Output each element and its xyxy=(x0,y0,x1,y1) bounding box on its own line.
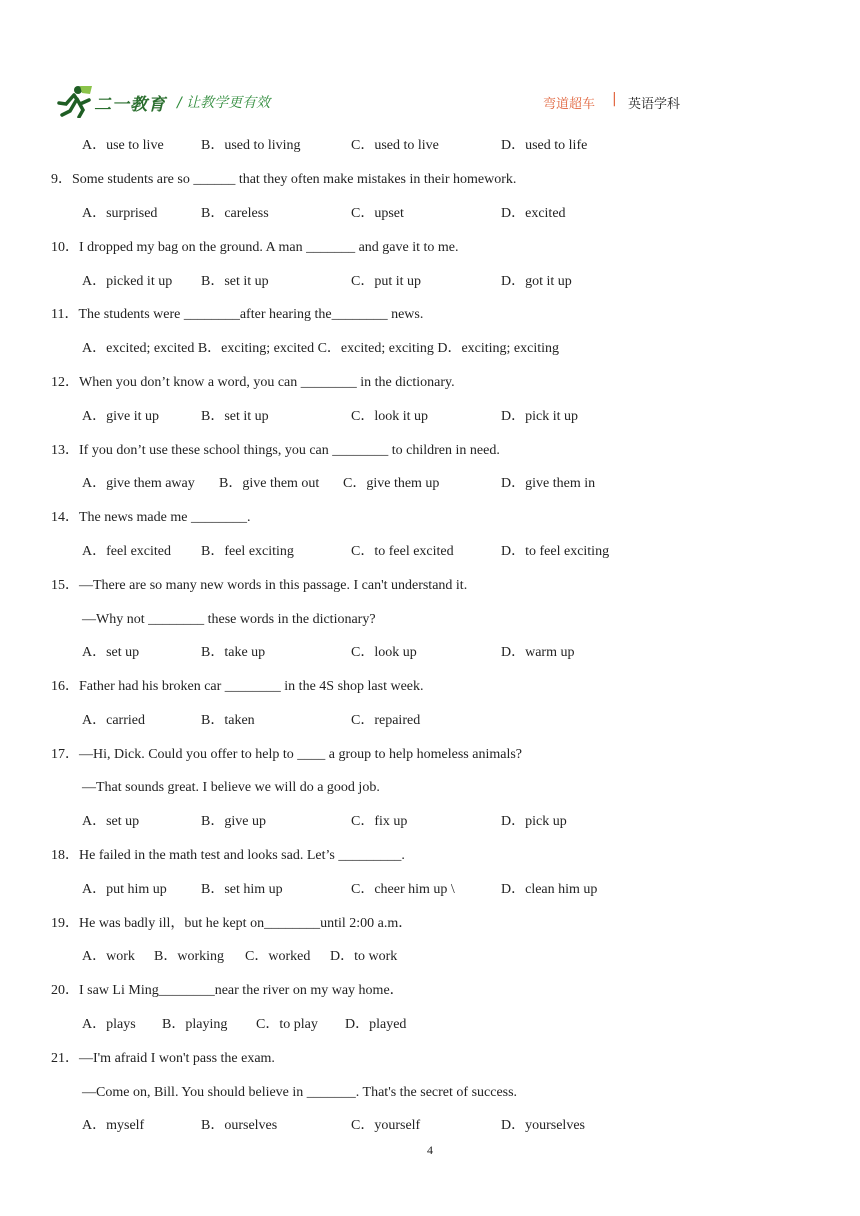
option: A．put him up xyxy=(82,882,167,897)
question-stem: 20．I saw Li Ming________near the river on my way home． xyxy=(51,983,404,998)
option: D．played xyxy=(345,1017,407,1032)
logo-text: 二一教育 xyxy=(94,95,166,115)
option: D．pick it up xyxy=(501,409,578,424)
option: D．got it up xyxy=(501,274,572,289)
option: A．use to live xyxy=(82,138,164,153)
question-stem: 9．Some students are so ______ that they often make mistakes in their homework. xyxy=(51,172,517,187)
option: D．used to life xyxy=(501,138,588,153)
option: A．carried xyxy=(82,713,145,728)
option: C．used to live xyxy=(351,138,439,153)
option: B．taken xyxy=(201,713,255,728)
subject-label: 英语学科 xyxy=(628,97,681,112)
logo xyxy=(56,84,176,118)
question-stem: 12．When you don’t know a word, you can ________ in the dictionary. xyxy=(51,375,455,390)
option: A．myself xyxy=(82,1118,145,1133)
question-subline: —Come on, Bill. You should believe in _______. That's the secret of success. xyxy=(82,1085,518,1100)
option: D．pick up xyxy=(501,814,567,829)
option: D．to work xyxy=(330,949,398,964)
option: B．set it up xyxy=(201,409,269,424)
question-stem: 18．He failed in the math test and looks sad. Let’s _________. xyxy=(51,848,405,863)
option: D．give them in xyxy=(501,476,596,491)
option: B．ourselves xyxy=(201,1118,278,1133)
page-number: 4 xyxy=(427,1143,433,1157)
header-separator: | xyxy=(612,91,617,107)
option: C．yourself xyxy=(351,1118,421,1133)
question-subline: —That sounds great. I believe we will do a good job. xyxy=(82,780,380,795)
page-header xyxy=(0,84,860,120)
question-stem: 21．—I'm afraid I won't pass the exam. xyxy=(51,1051,275,1066)
option: D．warm up xyxy=(501,645,575,660)
running-man-icon xyxy=(56,84,94,118)
option: B．working xyxy=(154,949,224,964)
question-subline: —Why not ________ these words in the dictionary? xyxy=(82,612,376,627)
option: B．set it up xyxy=(201,274,269,289)
option: C．look up xyxy=(351,645,417,660)
option: B．take up xyxy=(201,645,266,660)
option: C．give them up xyxy=(343,476,440,491)
option: C．fix up xyxy=(351,814,408,829)
option: B．used to living xyxy=(201,138,301,153)
option: A．set up xyxy=(82,645,140,660)
option: A．picked it up xyxy=(82,274,173,289)
option: A．give it up xyxy=(82,409,159,424)
question-stem: 16．Father had his broken car ________ in the 4S shop last week. xyxy=(51,679,424,694)
option: C．repaired xyxy=(351,713,421,728)
question-stem: 17．—Hi, Dick. Could you offer to help to ____ a group to help homeless animals? xyxy=(51,747,523,762)
option: C．upset xyxy=(351,206,404,221)
option: A．set up xyxy=(82,814,140,829)
option: D．to feel exciting xyxy=(501,544,610,559)
option: A．feel excited xyxy=(82,544,172,559)
slogan: / 让教学更有效 xyxy=(177,95,271,111)
option: D．clean him up xyxy=(501,882,598,897)
option: B．set him up xyxy=(201,882,283,897)
option: A．give them away xyxy=(82,476,195,491)
question-stem: 13．If you don’t use these school things, you can ________ to children in need. xyxy=(51,443,500,458)
question-stem: 11．The students were ________after hearing the________ news. xyxy=(51,307,424,322)
option: B．careless xyxy=(201,206,269,221)
option: C．cheer him up \ xyxy=(351,882,455,897)
option: B．give them out xyxy=(219,476,320,491)
option: A．excited; excited B．exciting; excited C．excited; exciting D．exciting; exciting xyxy=(82,341,560,356)
option: B．feel exciting xyxy=(201,544,294,559)
option: A．plays xyxy=(82,1017,136,1032)
question-stem: 14．The news made me ________. xyxy=(51,510,251,525)
option: C．look it up xyxy=(351,409,429,424)
brand-label: 弯道超车 xyxy=(543,97,596,112)
option: C．worked xyxy=(245,949,311,964)
question-stem: 19．He was badly ill，but he kept on________until 2:00 a.m． xyxy=(51,916,413,931)
option: D．excited xyxy=(501,206,566,221)
option: D．yourselves xyxy=(501,1118,585,1133)
question-stem: 15．—There are so many new words in this passage. I can't understand it. xyxy=(51,578,468,593)
option: B．playing xyxy=(162,1017,228,1032)
option: C．to feel excited xyxy=(351,544,454,559)
option: C．to play xyxy=(256,1017,318,1032)
option: B．give up xyxy=(201,814,266,829)
question-stem: 10．I dropped my bag on the ground. A man _______ and gave it to me. xyxy=(51,240,459,255)
option: A．work xyxy=(82,949,135,964)
option: C．put it up xyxy=(351,274,422,289)
option: A．surprised xyxy=(82,206,158,221)
